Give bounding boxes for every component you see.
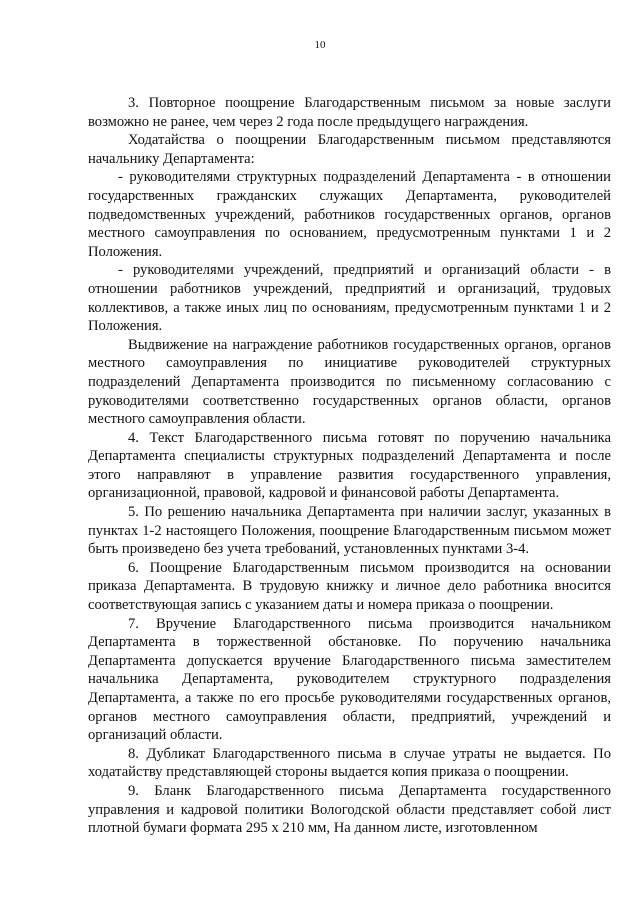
paragraph: 7. Вручение Благодарственного письма производится начальником Департамента в торжественной обстановке. По поручению начальника Департамента допускается вручение Благодарственного письма заместителем начальника Департамента, руководителем структурного подразделения Департамента, а также по его просьбе руководителями государственных органов, органов местного самоуправления области, предприятий, учреждений и организаций области. <box>88 615 611 744</box>
document-body <box>88 94 611 838</box>
paragraph: 5. По решению начальника Департамента при наличии заслуг, указанных в пунктах 1-2 настоящего Положения, поощрение Благодарственным письмом может быть произведено без учета требований, установленных пунктами 3-4. <box>88 504 611 558</box>
paragraph: 8. Дубликат Благодарственного письма в случае утраты не выдается. По ходатайству представляющей стороны выдается копия приказа о поощрении. <box>88 745 611 781</box>
page-number: 10 <box>314 39 326 51</box>
paragraph: Выдвижение на награждение работников государственных органов, органов местного самоуправления по инициативе руководителей структурных подразделений Департамента производится по письменному согласованию с руководителями соответственно государственных органов области, органов местного самоуправления области. <box>88 336 611 428</box>
paragraph: Ходатайства о поощрении Благодарственным письмом представляются начальнику Департамента: <box>88 132 611 167</box>
list-item-paragraph: - руководителями структурных подразделений Департамента - в отношении государственных гражданских служащих Департамента, руководителей подведомственных учреждений, работников государственных органов, органов местного самоуправления по основанием, предусмотренным пунктами 1 и 2 Положения. <box>88 169 611 260</box>
list-item-paragraph: - руководителями учреждений, предприятий и организаций области - в отношении работников учреждений, предприятий и организаций, трудовых коллективов, а также иных лиц по основаниям, предусмотренным пунктами 1 и 2 Положения. <box>88 262 611 335</box>
paragraph: 6. Поощрение Благодарственным письмом производится на основании приказа Департамента. В трудовую книжку и личное дело работника вносится соответствующая запись с указанием даты и номера приказа о поощрении. <box>88 559 611 614</box>
paragraph: 4. Текст Благодарственного письма готовят по поручению начальника Департамента специалисты структурных подразделений Департамента и после этого направляют в управление развития государственного управления, организационной, правовой, кадровой и финансовой работы Департамента. <box>88 429 611 502</box>
paragraph: 9. Бланк Благодарственного письма Департамента государственного управления и кадровой политики Вологодской области представляет собой лист плотной бумаги формата 295 х 210 мм, На данном листе, изготовленном <box>88 782 611 837</box>
paragraph: 3. Повторное поощрение Благодарственным письмом за новые заслуги возможно не ранее, чем через 2 года после предыдущего награждения. <box>88 95 611 130</box>
